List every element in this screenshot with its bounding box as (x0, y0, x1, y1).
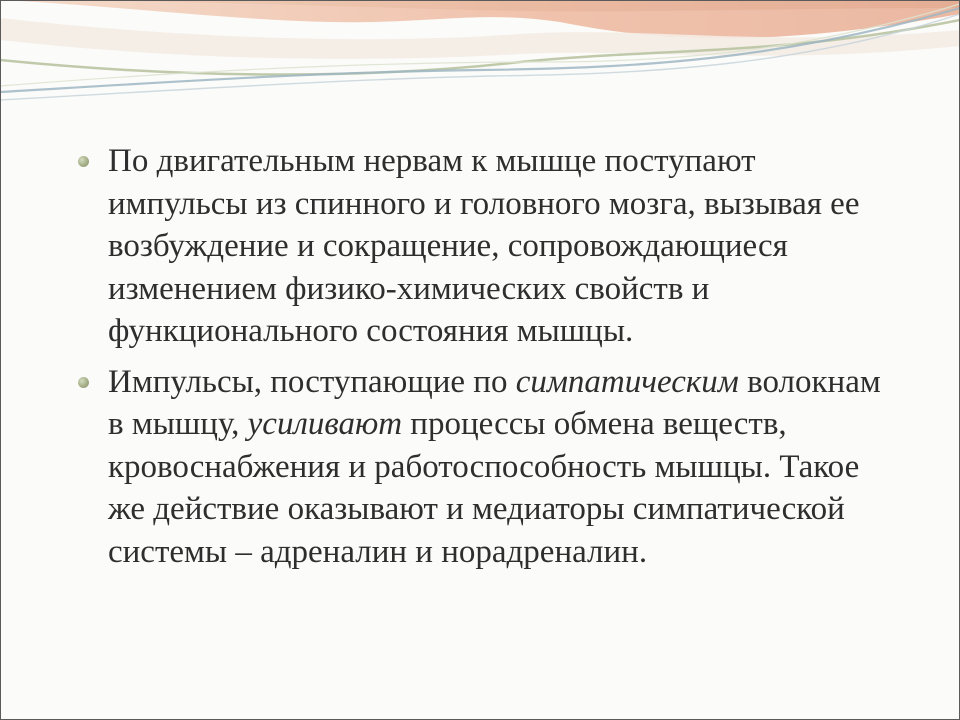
bullet-text-emphasis: усиливают (247, 406, 403, 442)
bullet-item (76, 361, 896, 574)
decorative-wave-header (0, 0, 960, 130)
bullet-text-part: процессы обмена веществ, кровоснабжения и работоспособность мышцы. Такое же действие оказывают и медиаторы симпатической системы – адреналин и норадреналин. (108, 406, 860, 570)
slide-content (76, 140, 896, 581)
bullet-text-part: Импульсы, поступающие по (108, 363, 516, 400)
bullet-item (76, 140, 896, 353)
bullet-dot-icon (78, 156, 89, 167)
bullet-text (108, 364, 881, 570)
bullet-text-emphasis: симпатическим (515, 363, 739, 400)
bullet-dot-icon (78, 377, 89, 388)
bullet-text-part: волокнам в мышцу, (108, 363, 881, 442)
bullet-text: По двигательным нервам к мышце поступают импульсы из спинного и головного мозга, вызывая ее возбуждение и сокращение, сопровождающиеся изменением физико-химических свойств и функционального состояния мышцы. (108, 143, 860, 349)
